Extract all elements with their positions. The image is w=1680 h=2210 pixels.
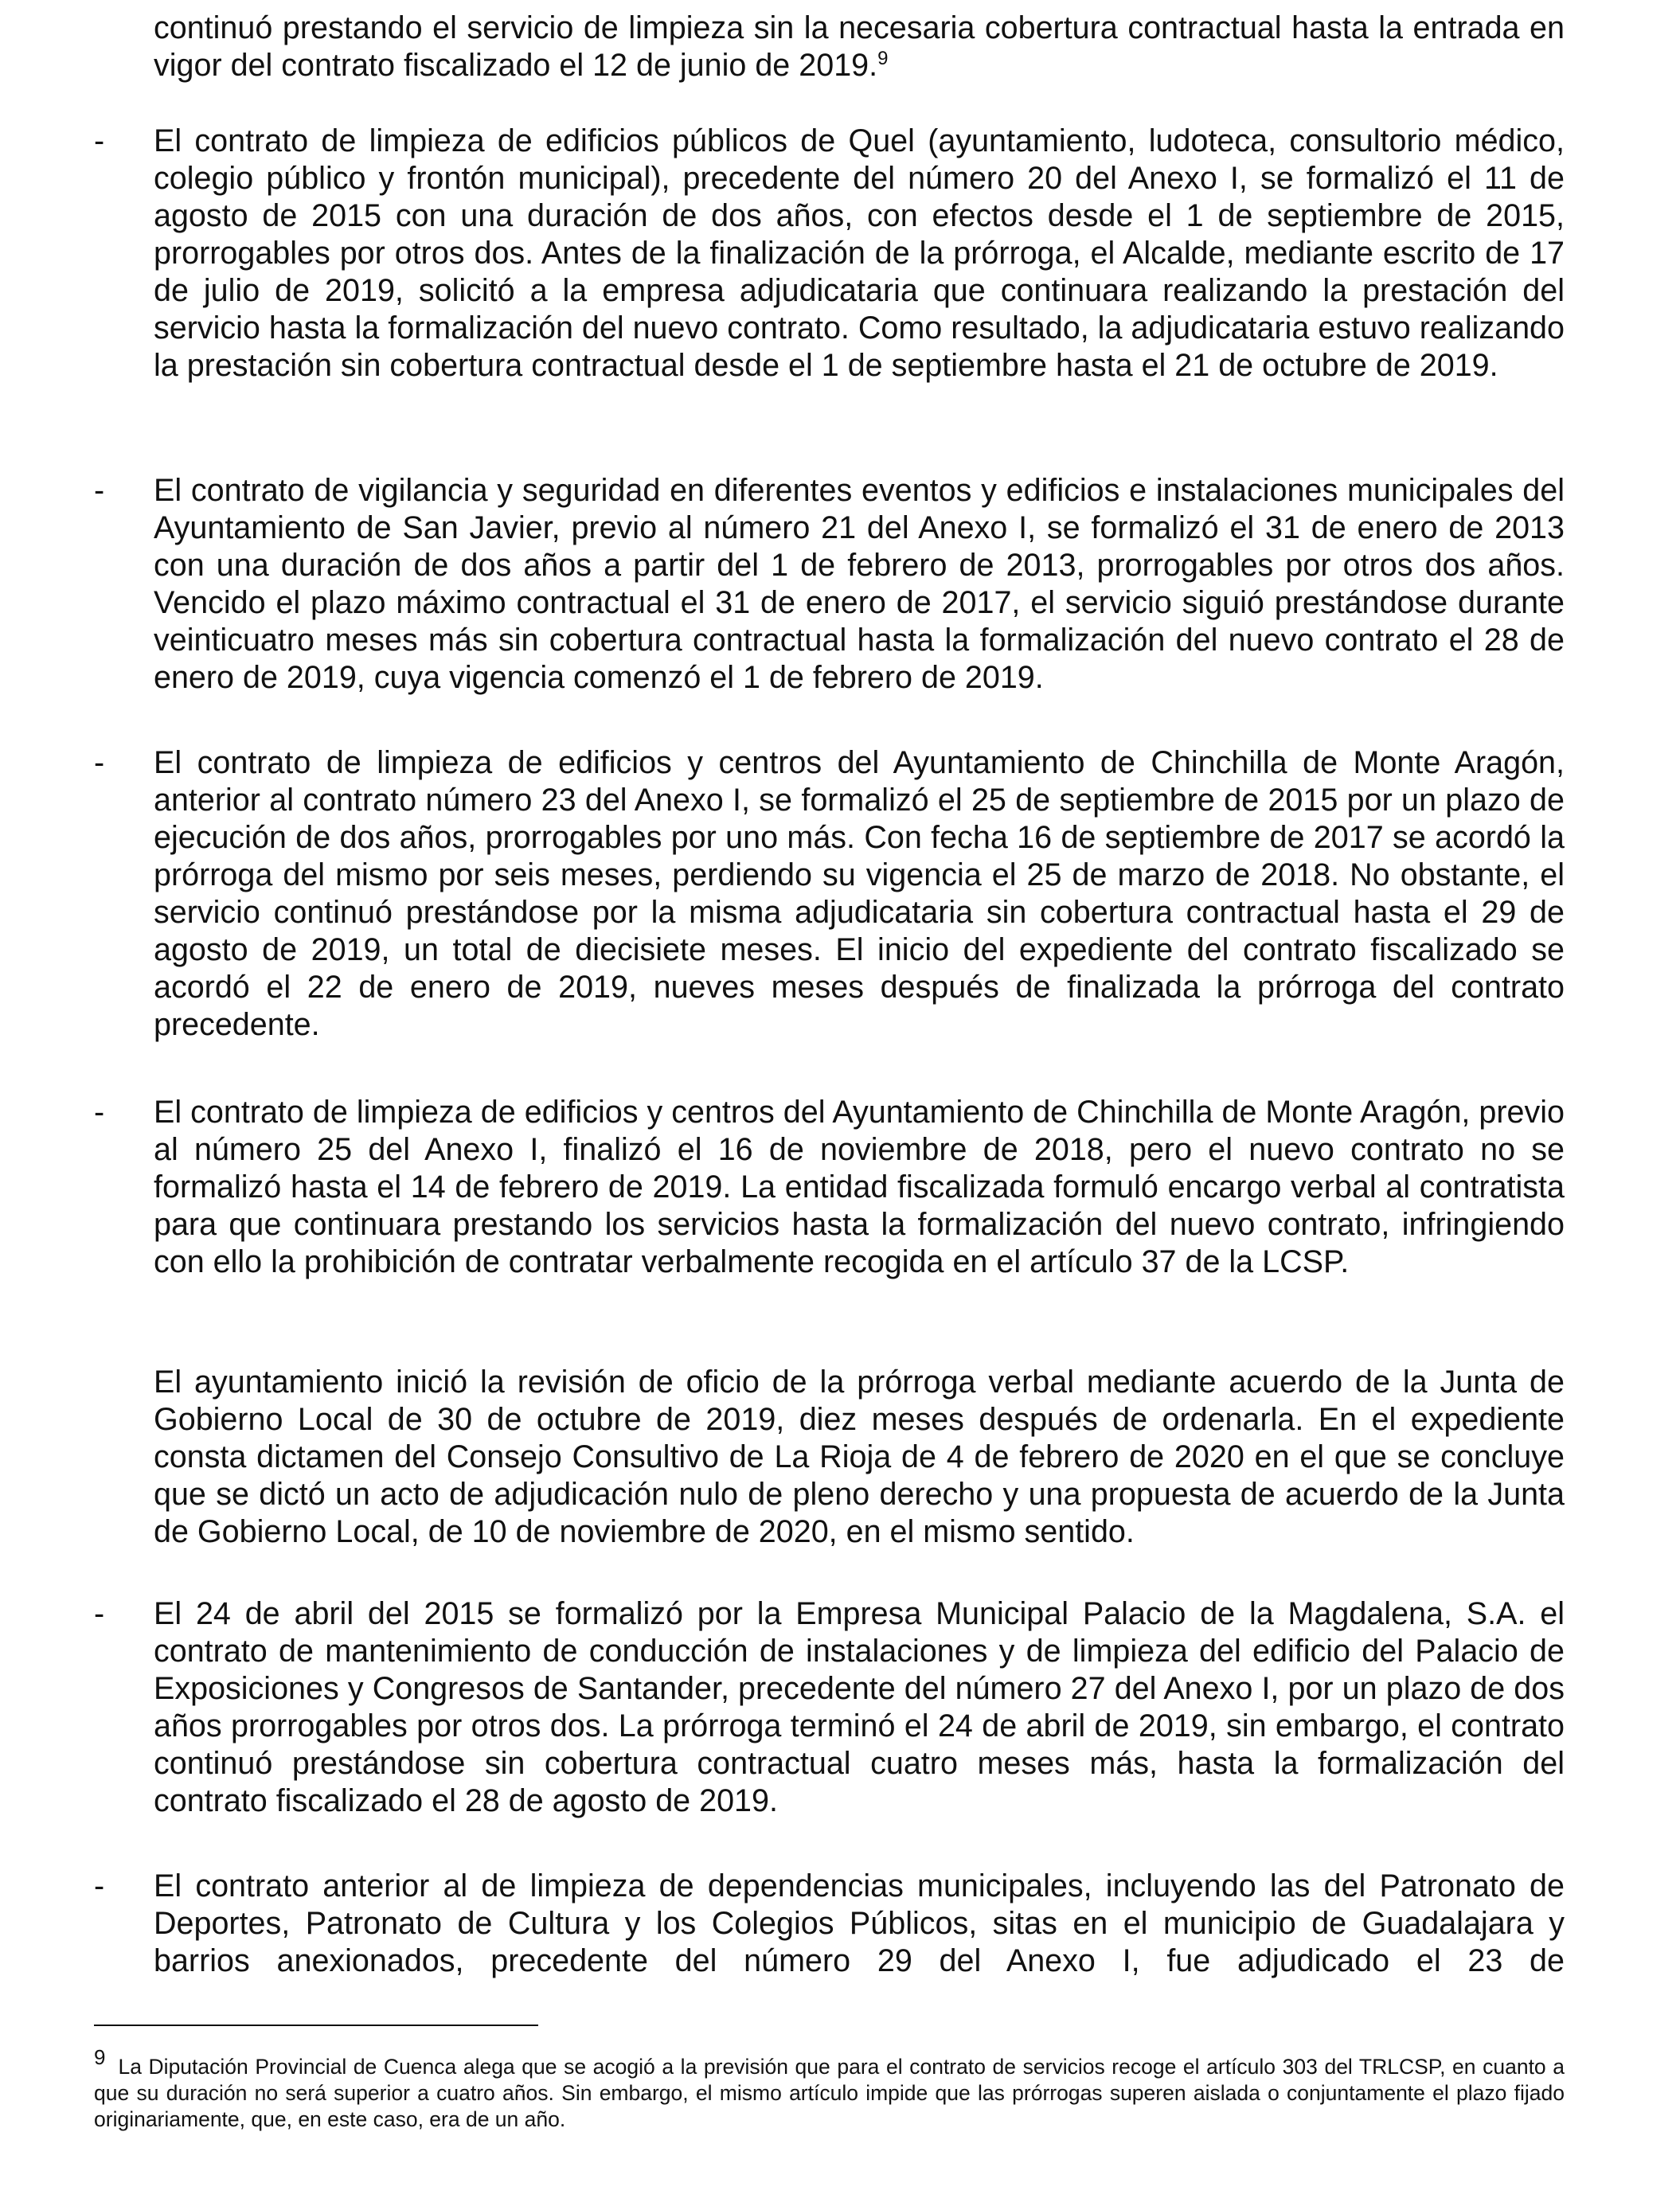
bullet-dash: - <box>94 123 105 158</box>
list-item-text: El contrato de vigilancia y seguridad en diferentes eventos y edificios e instalaciones municipales del Ayuntamiento de San Javier, previo al número 21 del Anexo I, se formalizó el 31 de enero de 2013 con una duración de dos años a partir del 1 de febrero de 2013, prorrogables por otros dos años. Vencido el plazo máximo contractual el 31 de enero de 2017, el servicio siguió prestándose durante veinticuatro meses más sin cobertura contractual hasta la formalización del nuevo contrato el 28 de enero de 2019, cuya vigencia comenzó el 1 de febrero de 2019. <box>154 473 1565 695</box>
footnote-separator <box>94 2025 538 2026</box>
list-item-text: El contrato de limpieza de edificios públicos de Quel (ayuntamiento, ludoteca, consultorio médico, colegio público y frontón municipal), precedente del número 20 del Anexo I, se formalizó el 11 de agosto de 2015 con una duración de dos años, con efectos desde el 1 de septiembre de 2015, prorrogables por otros dos. Antes de la finalización de la prórroga, el Alcalde, mediante escrito de 17 de julio de 2019, solicitó a la empresa adjudicataria que continuara realizando la prestación del servicio hasta la formalización del nuevo contrato. Como resultado, la adjudicataria estuvo realizando la prestación sin cobertura contractual desde el 1 de septiembre hasta el 21 de octubre de 2019. <box>154 123 1565 383</box>
list-item-text: El contrato anterior al de limpieza de dependencias municipales, incluyendo las del Patronato de Deportes, Patronato de Cultura y los Colegios Públicos, sitas en el municipio de Guadalajara y barrios anexionados, precedente del número 29 del Anexo I, fue adjudicado el 23 de <box>154 1868 1565 1978</box>
footnote <box>94 2045 1565 2133</box>
bullet-dash: - <box>94 1095 105 1130</box>
continuation-paragraph <box>154 10 1565 84</box>
footnote-text: La Diputación Provincial de Cuenca alega que se acogió a la previsión que para el contrato de servicios recoge el artículo 303 del TRLCSP, en cuanto a que su duración no será superior a cuatro años. Sin embargo, el mismo artículo impide que las prórrogas superen aislada o conjuntamente el plazo fijado originariamente, que, en este caso, era de un año. <box>94 2055 1565 2131</box>
bullet-dash: - <box>94 745 105 780</box>
list-item-text: El 24 de abril del 2015 se formalizó por la Empresa Municipal Palacio de la Magdalena, S.A. el contrato de mantenimiento de conducción de instalaciones y de limpieza del edificio del Palacio de Exposiciones y Congresos de Santander, precedente del número 27 del Anexo I, por un plazo de dos años prorrogables por otros dos. La prórroga terminó el 24 de abril de 2019, sin embargo, el contrato continuó prestándose sin cobertura contractual cuatro meses más, hasta la formalización del contrato fiscalizado el 28 de agosto de 2019. <box>154 1596 1565 1818</box>
bullet-dash: - <box>94 473 105 508</box>
list-item-text: El contrato de limpieza de edificios y centros del Ayuntamiento de Chinchilla de Monte Aragón, anterior al contrato número 23 del Anexo I, se formalizó el 25 de septiembre de 2015 por un plazo de ejecución de dos años, prorrogables por uno más. Con fecha 16 de septiembre de 2017 se acordó la prórroga del mismo por seis meses, perdiendo su vigencia el 25 de marzo de 2018. No obstante, el servicio continuó prestándose por la misma adjudicataria sin cobertura contractual hasta el 29 de agosto de 2019, un total de diecisiete meses. El inicio del expediente del contrato fiscalizado se acordó el 22 de enero de 2019, nueves meses después de finalizada la prórroga del contrato precedente. <box>154 745 1565 1042</box>
footnote-reference: 9 <box>877 47 889 69</box>
sub-paragraph-revision: El ayuntamiento inició la revisión de oficio de la prórroga verbal mediante acuerdo de la Junta de Gobierno Local de 30 de octubre de 2019, diez meses después de ordenarla. En el expediente consta dictamen del Consejo Consultivo de La Rioja de 4 de febrero de 2020 en el que se concluye que se dictó un acto de adjudicación nulo de pleno derecho y una propuesta de acuerdo de la Junta de Gobierno Local, de 10 de noviembre de 2020, en el mismo sentido. <box>154 1365 1565 1549</box>
bullet-dash: - <box>94 1596 105 1631</box>
footnote-mark: 9 <box>94 2045 106 2069</box>
bullet-dash: - <box>94 1868 105 1903</box>
continuation-text: continuó prestando el servicio de limpieza sin la necesaria cobertura contractual hasta la entrada en vigor del contrato fiscalizado el 12 de junio de 2019. <box>154 10 1565 83</box>
list-item-text: El contrato de limpieza de edificios y centros del Ayuntamiento de Chinchilla de Monte Aragón, previo al número 25 del Anexo I, finalizó el 16 de noviembre de 2018, pero el nuevo contrato no se formalizó hasta el 14 de febrero de 2019. La entidad fiscalizada formuló encargo verbal al contratista para que continuara prestando los servicios hasta la formalización del nuevo contrato, infringiendo con ello la prohibición de contratar verbalmente recogida en el artículo 37 de la LCSP. <box>154 1095 1565 1279</box>
